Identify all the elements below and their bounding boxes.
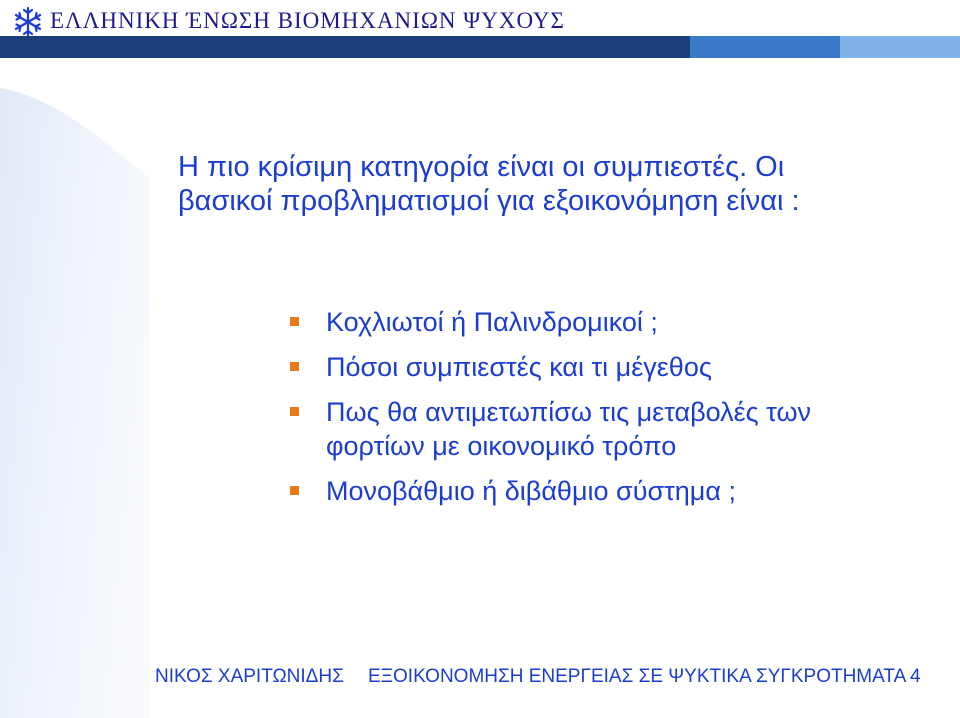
square-bullet-icon (290, 407, 299, 416)
footer (0, 664, 960, 692)
slide-title-line: βασικοί προβληματισμοί για εξοικονόμηση είναι : (178, 185, 800, 217)
organization-name: ΕΛΛΗΝΙΚΗ ΈΝΩΣΗ ΒΙΟΜΗΧΑΝΙΩΝ ΨΥΧΟΥΣ (50, 8, 565, 33)
bullet-text-continuation: φορτίων με οικονομικό τρόπο (326, 431, 677, 461)
square-bullet-icon (290, 362, 299, 371)
slide-title (178, 150, 918, 218)
square-bullet-icon (290, 317, 299, 326)
bullet-text: Πως θα αντιμετωπίσω τις μεταβολές των (326, 397, 812, 427)
footer-author: ΝΙΚΟΣ ΧΑΡΙΤΩΝΙΔΗΣ (155, 666, 344, 687)
bullet-list (284, 303, 924, 517)
bullet-text: Πόσοι συμπιεστές και τι μέγεθος (326, 352, 712, 382)
square-bullet-icon (290, 486, 299, 495)
header (0, 0, 960, 58)
bullet-text: Μονοβάθμιο ή διβάθμιο σύστημα ; (326, 476, 736, 506)
header-bar-light (840, 36, 960, 58)
bullet-item (284, 348, 924, 386)
footer-subject: ΕΞΟΙΚΟΝΟΜΗΣΗ ΕΝΕΡΓΕΙΑΣ ΣΕ ΨΥΚΤΙΚΑ ΣΥΓΚΡΟΤΗΜΑΤΑ (368, 666, 907, 687)
header-bar-dark (0, 36, 690, 58)
slide-title-line: Η πιο κρίσιμη κατηγορία είναι οι συμπιεστές. Οι (178, 151, 785, 183)
page-number: 4 (910, 666, 921, 687)
header-color-bar (0, 36, 960, 58)
bullet-text: Κοχλιωτοί ή Παλινδρομικοί ; (326, 307, 658, 337)
bullet-item (284, 303, 924, 341)
bullet-item (284, 472, 924, 510)
header-bar-mid (690, 36, 840, 58)
snowflake-icon (12, 6, 44, 38)
bullet-item (284, 393, 924, 465)
